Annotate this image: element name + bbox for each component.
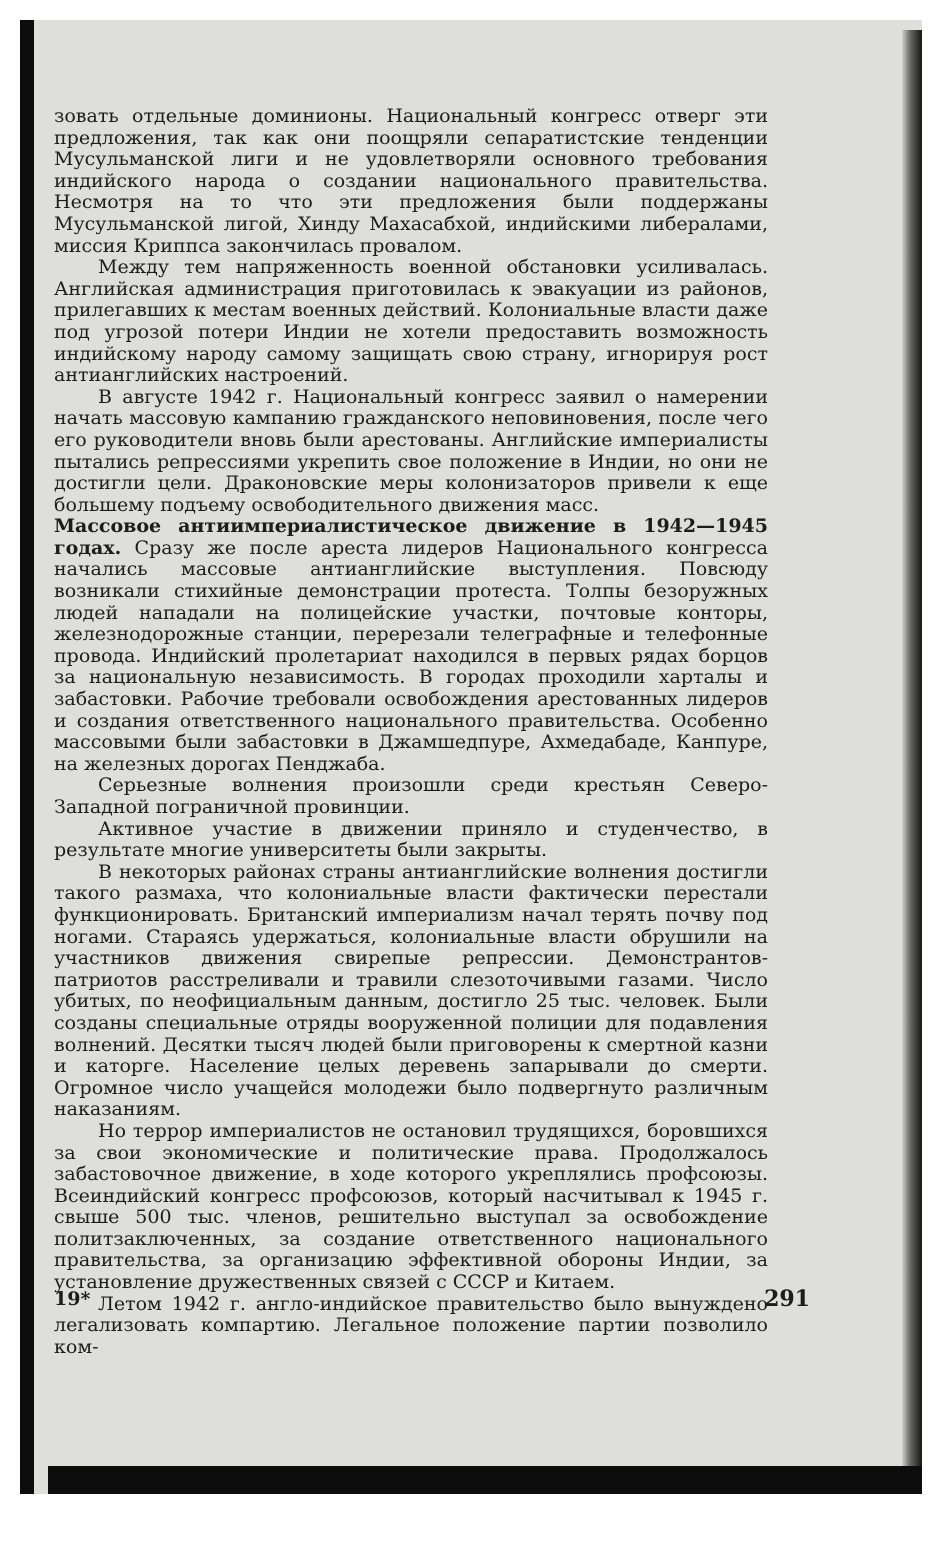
section-heading: Массовое антиимпериалистическое движение в 1942—1945 годах.: [54, 515, 768, 559]
paragraph: В некоторых районах страны антианглийские волнения достигли такого размаха, что колониальные власти фактически перестали функционировать. Британский империализм начал терять почву под ногами. Стараясь удержаться, колониальные власти обрушили на участников движения свирепые репрессии. Демонстрантов-патриотов расстреливали и травили слезоточивыми газами. Число убитых, по неофициальным данным, достигло 25 тыс. человек. Были созданы специальные отряды вооруженной полиции для подавления волнений. Десятки тысяч людей были приговорены к смертной казни и каторге. Население целых деревень запарывали до смерти. Огромное число учащейся молодежи было подвергнуто различным наказаниям.: [54, 860, 768, 1121]
paragraph: Между тем напряженность военной обстановки усиливалась. Английская администрация приготовилась к эвакуации из районов, прилегавших к местам военных действий. Колониальные власти даже под угрозой потери Индии не хотели предоставить возможность индийскому народу самому защищать свою страну, игнорируя рост антианглийских настроений.: [54, 256, 768, 387]
body-text: [54, 106, 768, 1358]
page-number: 291: [764, 1286, 810, 1312]
paragraph-text: Сразу же после ареста лидеров Национального конгресса начались массовые антианглийские выступления. Повсюду возникали стихийные демонстрации протеста. Толпы безоружных людей нападали на полицейские участки, почтовые конторы, железнодорожные станции, перерезали телеграфные и телефонные провода. Индийский пролетариат находился в первых рядах борцов за национальную независимость. В городах проходили харталы и забастовки. Рабочие требовали освобождения арестованных лидеров и создания ответственного национального правительства. Особенно массовыми были забастовки в Джамшедпуре, Ахмедабаде, Канпуре, на железных дорогах Пенджаба.: [54, 536, 768, 775]
paragraph: Активное участие в движении приняло и студенчество, в результате многие университеты были закрыты.: [54, 817, 768, 862]
signature-mark: 19*: [54, 1288, 91, 1310]
scan-edge-right: [902, 30, 922, 1494]
scan-edge-left: [20, 20, 34, 1494]
paragraph: Серьезные волнения произошли среди крестьян Северо-Западной пограничной провинции.: [54, 774, 768, 818]
scan-edge-bottom: [48, 1466, 922, 1494]
paragraph: Летом 1942 г. англо-индийское правительство было вынуждено легализовать компартию. Легальное положение партии позволило ком-: [54, 1292, 768, 1358]
paragraph: зовать отдельные доминионы. Национальный конгресс отверг эти предложения, так как они поощряли сепаратистские тенденции Мусульманской лиги и не удовлетворяли основного требования индийского народа о создании национального правительства. Несмотря на то что эти предложения были поддержаны Мусульманской лигой, Хинду Махасабхой, индийскими либералами, миссия Криппса закончилась провалом.: [54, 105, 768, 257]
paragraph: [54, 516, 768, 775]
paragraph: В августе 1942 г. Национальный конгресс заявил о намерении начать массовую кампанию гражданского неповиновения, после чего его руководители вновь были арестованы. Английские империалисты пытались репрессиями укрепить свое положение в Индии, но они не достигли цели. Драконовские меры колонизаторов привели к еще большему подъему освободительного движения масс.: [54, 385, 768, 516]
paragraph: Но террор империалистов не остановил трудящихся, боровшихся за свои экономические и политические права. Продолжалось забастовочное движение, в ходе которого укреплялись профсоюзы. Всеиндийский конгресс профсоюзов, который насчитывал к 1945 г. свыше 500 тыс. членов, решительно выступал за освобождение политзаключенных, за создание ответственного национального правительства, за организацию эффективной обороны Индии, за установление дружественных связей с СССР и Китаем.: [54, 1119, 768, 1294]
